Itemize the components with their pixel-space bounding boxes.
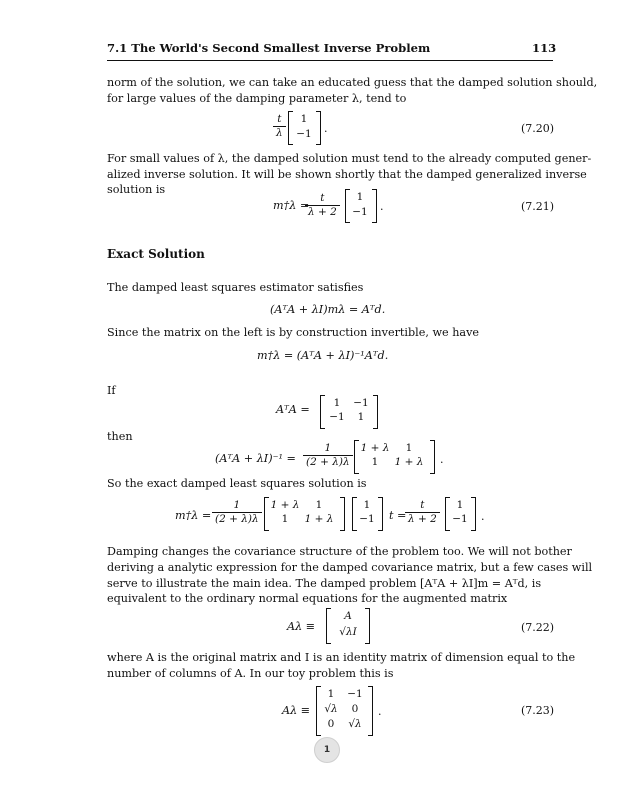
paragraph-line: Since the matrix on the left is by construction invertible, we have	[107, 326, 480, 339]
paragraph-line: norm of the solution, we can take an educated guess that the damped solution should,	[107, 76, 598, 89]
t-equals: t =	[389, 509, 407, 522]
matrix-cell: 1 + λ	[304, 513, 334, 525]
paragraph-line: deriving a analytic expression for the damped covariance matrix, but a few cases will	[107, 561, 593, 574]
matrix-cell: −1	[347, 688, 363, 700]
bracket-right	[372, 189, 377, 223]
bracket-right	[430, 440, 435, 474]
bracket-left	[326, 608, 331, 644]
matrix-cell: 1	[300, 113, 308, 125]
equation-period: .	[378, 705, 382, 718]
matrix-cell: 1 + λ	[360, 442, 390, 454]
matrix-cell: 1	[405, 442, 413, 454]
equation-period: .	[324, 122, 328, 135]
bracket-right	[471, 497, 476, 531]
equation-label: (7.23)	[521, 704, 555, 717]
matrix-cell: 1	[371, 456, 379, 468]
bracket-right	[340, 497, 345, 531]
equation-7-20	[273, 113, 286, 140]
m-dagger-lambda: m†λ =	[273, 199, 310, 212]
matrix-cell: 1	[357, 411, 365, 423]
paragraph-line: The damped least squares estimator satisfies	[107, 281, 364, 294]
matrix-cell: 1	[333, 397, 341, 409]
bracket-left	[264, 497, 269, 531]
bracket-right	[373, 395, 378, 429]
m-dagger-lambda: m†λ =	[175, 509, 212, 522]
a-lambda-equiv: Aλ ≡	[287, 620, 316, 633]
equation-label: (7.20)	[521, 122, 555, 135]
fraction-t-over-lambda: $\frac{t}{\lambda}$	[273, 113, 286, 140]
bracket-right	[368, 686, 373, 736]
inverse-equation: m†λ = (AᵀA + λI)⁻¹Aᵀd.	[257, 349, 389, 362]
section-heading: Exact Solution	[107, 247, 205, 261]
equation-label: (7.22)	[521, 621, 555, 634]
matrix-cell: 1	[363, 499, 371, 511]
paragraph-line: serve to illustrate the main idea. The damped problem [AᵀA + λI]m = Aᵀd, is	[107, 577, 542, 590]
bracket-left	[354, 440, 359, 474]
inverse-lhs: (AᵀA + λI)⁻¹ =	[215, 452, 296, 465]
equation-label: (7.21)	[521, 200, 555, 213]
matrix-cell: √λI	[339, 626, 357, 638]
paragraph-line: solution is	[107, 183, 166, 196]
paragraph-line: where A is the original matrix and I is an identity matrix of dimension equal to the	[107, 651, 576, 664]
matrix-cell: −1	[359, 513, 375, 525]
ata-label: AᵀA =	[276, 403, 310, 416]
paragraph-line: equivalent to the ordinary normal equations for the augmented matrix	[107, 592, 508, 605]
matrix-cell: −1	[329, 411, 345, 423]
matrix-cell: 0	[351, 703, 359, 715]
bracket-left	[320, 395, 325, 429]
fraction-one-over-2-plus-lambda-lambda: $\frac{1}{(2 + \lambda)\lambda}$	[303, 442, 353, 469]
bracket-right	[316, 111, 321, 145]
matrix-cell: 1	[456, 499, 464, 511]
paragraph-word: If	[107, 384, 116, 397]
matrix-cell: √λ	[324, 703, 338, 715]
paragraph-line: For small values of λ, the damped solution must tend to the already computed gener-	[107, 152, 592, 165]
paragraph-line: alized inverse solution. It will be shown shortly that the damped generalized inverse	[107, 168, 587, 181]
matrix-cell: 1	[281, 513, 289, 525]
paragraph-line: number of columns of A. In our toy problem this is	[107, 667, 394, 680]
matrix-cell: A	[344, 610, 352, 622]
matrix-cell: 1	[315, 499, 323, 511]
fraction-t-over-lambda-plus-2: $\frac{t}{\lambda + 2}$	[405, 499, 440, 526]
equation-period: .	[380, 200, 384, 213]
a-lambda-equiv: Aλ ≡	[282, 704, 311, 717]
matrix-cell: −1	[353, 397, 369, 409]
paragraph-line: Damping changes the covariance structure of the problem too. We will not bother	[107, 545, 572, 558]
matrix-cell: 0	[327, 718, 335, 730]
matrix-cell: 1 + λ	[270, 499, 300, 511]
equation-period: .	[481, 510, 485, 523]
matrix-cell: −1	[296, 128, 312, 140]
matrix-cell: 1	[356, 191, 364, 203]
paragraph-line: for large values of the damping parameter λ, tend to	[107, 92, 407, 105]
header-rule	[107, 60, 553, 61]
fraction-one-over-2-plus-lambda-lambda: $\frac{1}{(2 + \lambda)\lambda}$	[212, 499, 262, 526]
matrix-cell: √λ	[348, 718, 362, 730]
bracket-right	[365, 608, 370, 644]
matrix-cell: 1	[327, 688, 335, 700]
paragraph-line: So the exact damped least squares solution is	[107, 477, 367, 490]
bracket-right	[378, 497, 383, 531]
running-header-page-number: 113	[532, 41, 557, 55]
page-indicator-badge[interactable]: 1	[314, 737, 340, 763]
paragraph-word: then	[107, 430, 133, 443]
estimator-equation: (AᵀA + λI)mλ = Aᵀd.	[270, 303, 386, 316]
bracket-left	[288, 111, 293, 145]
matrix-cell: −1	[352, 206, 368, 218]
running-header-title: 7.1 The World's Second Smallest Inverse Problem	[107, 41, 431, 55]
equation-period: .	[440, 453, 444, 466]
matrix-cell: 1 + λ	[394, 456, 424, 468]
matrix-cell: −1	[452, 513, 468, 525]
fraction-t-over-lambda-plus-2: $\frac{t}{\lambda + 2}$	[305, 192, 340, 219]
